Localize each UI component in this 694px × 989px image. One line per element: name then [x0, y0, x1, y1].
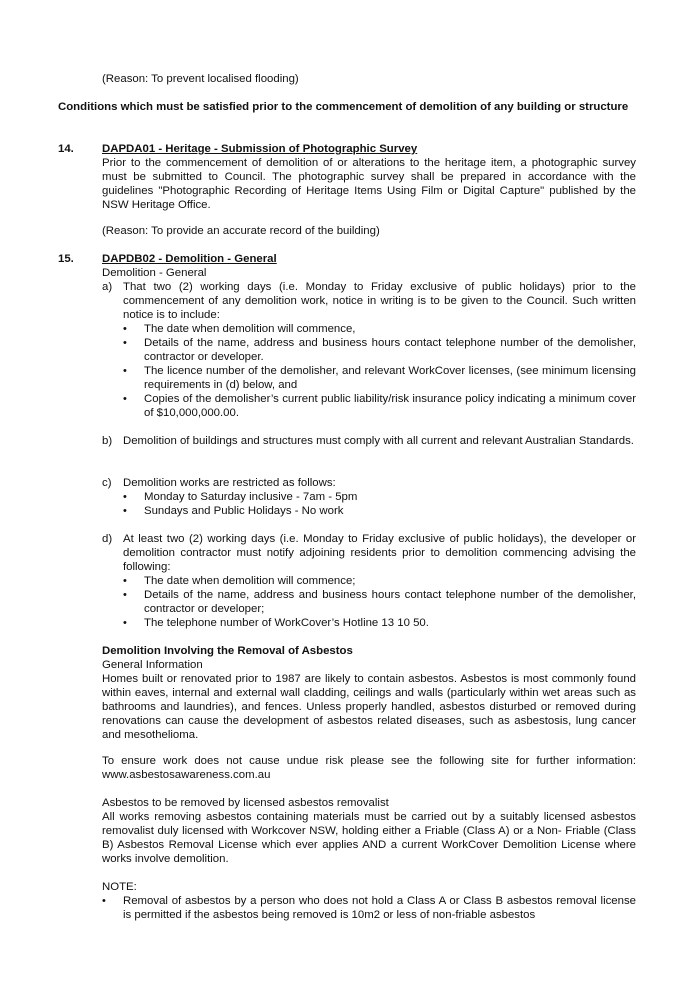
removalist-label: Asbestos to be removed by licensed asbestos removalist	[102, 797, 389, 809]
bullet-icon: •	[123, 589, 127, 601]
note-bullet: Removal of asbestos by a person who does not hold a Class A or Class B asbestos removal license is permitted if the asbestos being removed is 10m2 or less of non-friable asbestos	[123, 895, 636, 921]
condition-14-number: 14.	[58, 143, 74, 155]
further-information-text: To ensure work does not cause undue risk please see the following site for further information: www.asbestosawareness.com.au	[102, 755, 636, 781]
item-a-text: That two (2) working days (i.e. Monday to Friday exclusive of public holidays) prior to the commencement of any demolition work, notice in writing is to be given to the Council. Such written notice is to include:	[123, 281, 636, 321]
general-information-text: Homes built or renovated prior to 1987 are likely to contain asbestos. Asbestos is most commonly found within eaves, internal and external wall cladding, ceilings and walls (particularly within wet areas such as bathrooms and laundries), and fences. Unless properly handled, asbestos disturbed or removed during renovations can cause the development of asbestos related diseases, such as asbestosis, lung cancer and mesothelioma.	[102, 673, 636, 741]
section-heading: Conditions which must be satisfied prior to the commencement of demolition of any building or structure	[58, 101, 629, 113]
item-d-bullet-1: The date when demolition will commence;	[144, 575, 356, 587]
bullet-icon: •	[123, 365, 127, 377]
item-d-marker: d)	[102, 533, 113, 545]
item-d-text: At least two (2) working days (i.e. Monday to Friday exclusive of public holidays), the developer or demolition contractor must notify adjoining residents prior to demolition commencing advising the following:	[123, 533, 636, 573]
item-a-bullet-4: Copies of the demolisher’s current public liability/risk insurance policy indicating a minimum cover of $10,000,000.00.	[144, 393, 636, 419]
bullet-icon: •	[123, 491, 127, 503]
item-b-text: Demolition of buildings and structures must comply with all current and relevant Australian Standards.	[123, 435, 634, 447]
removalist-text: All works removing asbestos containing materials must be carried out by a suitably licensed asbestos removalist duly licensed with Workcover NSW, holding either a Friable (Class A) or a Non- Friable (Class B) Asbestos Removal License which ever applies AND a current WorkCover Demolition License where works involve demolition.	[102, 811, 636, 865]
general-information-label: General Information	[102, 659, 203, 671]
reason-flooding: (Reason: To prevent localised flooding)	[102, 73, 299, 85]
bullet-icon: •	[102, 895, 106, 907]
item-c-text: Demolition works are restricted as follows:	[123, 477, 336, 489]
item-b-marker: b)	[102, 435, 113, 447]
item-c-marker: c)	[102, 477, 112, 489]
note-label: NOTE:	[102, 881, 137, 893]
item-c-bullet-2: Sundays and Public Holidays - No work	[144, 505, 344, 517]
bullet-icon: •	[123, 323, 127, 335]
condition-15-title: DAPDB02 - Demolition - General	[102, 253, 277, 265]
item-a-marker: a)	[102, 281, 113, 293]
condition-15-subtitle: Demolition - General	[102, 267, 207, 279]
condition-14-reason: (Reason: To provide an accurate record of the building)	[102, 225, 380, 237]
condition-14-body: Prior to the commencement of demolition of or alterations to the heritage item, a photographic survey must be submitted to Council. The photographic survey shall be prepared in accordance with the guidelines "Photographic Recording of Heritage Items Using Film or Digital Capture" published by the NSW Heritage Office.	[102, 157, 636, 211]
bullet-icon: •	[123, 575, 127, 587]
bullet-icon: •	[123, 393, 127, 405]
item-c-bullet-1: Monday to Saturday inclusive - 7am - 5pm	[144, 491, 358, 503]
asbestos-heading: Demolition Involving the Removal of Asbestos	[102, 645, 353, 657]
bullet-icon: •	[123, 505, 127, 517]
item-a-bullet-2: Details of the name, address and business hours contact telephone number of the demolisher, contractor or developer.	[144, 337, 636, 363]
item-d-bullet-3: The telephone number of WorkCover’s Hotline 13 10 50.	[144, 617, 429, 629]
condition-15-number: 15.	[58, 253, 74, 265]
item-d-bullet-2: Details of the name, address and business hours contact telephone number of the demolisher, contractor or developer;	[144, 589, 636, 615]
item-a-bullet-3: The licence number of the demolisher, and relevant WorkCover licenses, (see minimum licensing requirements in (d) below, and	[144, 365, 636, 391]
item-a-bullet-1: The date when demolition will commence,	[144, 323, 356, 335]
condition-14-title: DAPDA01 - Heritage - Submission of Photographic Survey	[102, 143, 418, 155]
bullet-icon: •	[123, 617, 127, 629]
bullet-icon: •	[123, 337, 127, 349]
